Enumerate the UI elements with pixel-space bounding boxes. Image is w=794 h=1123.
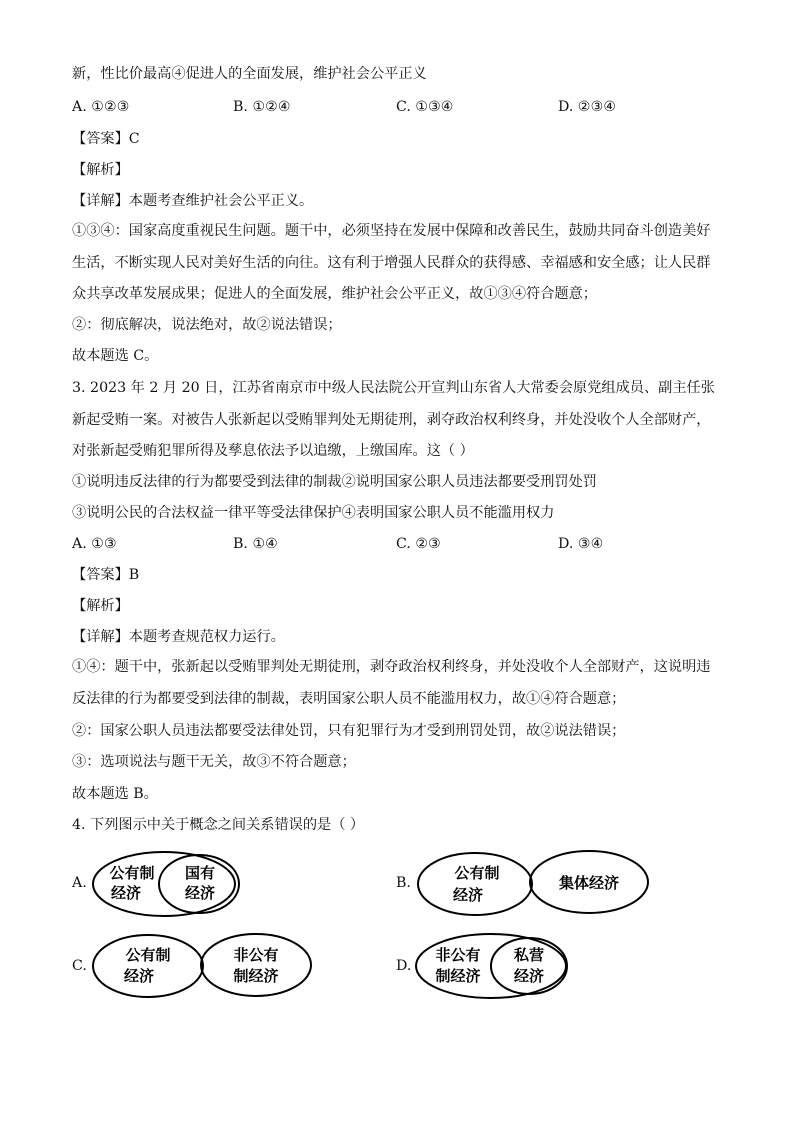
q2-answer: 【答案】C bbox=[72, 131, 140, 147]
q3-option-d: D. ③④ bbox=[558, 536, 604, 552]
inner-label-line2: 经济 bbox=[184, 884, 216, 902]
q4-option-a-diagram bbox=[88, 848, 248, 920]
outer-label-line1: 非公有 bbox=[435, 946, 481, 964]
outer-label-line1: 公有制 bbox=[109, 864, 155, 882]
q3-option-b: B. ①④ bbox=[233, 536, 278, 552]
left-ellipse bbox=[418, 853, 532, 915]
right-label-line1: 非公有 bbox=[233, 946, 279, 964]
q3-explanation-3: ③：选项说法与题干无关，故③不符合题意； bbox=[72, 754, 356, 770]
q3-statements-2: ③说明公民的合法权益一律平等受法律保护④表明国家公职人员不能滥用权力 bbox=[72, 505, 555, 521]
q4-option-a-label: A. bbox=[72, 875, 87, 891]
q2-conclusion: 故本题选 C。 bbox=[72, 348, 159, 364]
q2-detail: 【详解】本题考查维护社会公平正义。 bbox=[72, 193, 314, 209]
inner-label-line1: 私营 bbox=[513, 946, 545, 964]
inner-label-line2: 经济 bbox=[513, 967, 545, 985]
q4-stem: 4. 下列图示中关于概念之间关系错误的是（ ） bbox=[72, 817, 365, 833]
q4-option-c-diagram bbox=[88, 930, 316, 1002]
right-label-line2: 制经济 bbox=[233, 967, 279, 985]
q3-option-c: C. ②③ bbox=[396, 536, 441, 552]
q3-explanation-2: ②：国家公职人员违法都要受法律处罚，只有犯罪行为才受到刑罚处罚，故②说法错误； bbox=[72, 723, 626, 739]
q2-option-d: D. ②③④ bbox=[558, 99, 617, 115]
inner-label-line1: 国有 bbox=[184, 864, 216, 882]
q4-option-c-label: C. bbox=[72, 958, 87, 974]
q2-option-a: A. ①②③ bbox=[72, 99, 130, 115]
q3-explanation-1: ①④：题干中，张新起以受贿罪判处无期徒刑，剥夺政治权利终身，并处没收个人全部财产，这说明违反法律的行为都要受到法律的制裁，表明国家公职人员不能滥用权力，故①④符合题意； bbox=[72, 659, 711, 707]
left-label-line1: 公有制 bbox=[454, 864, 500, 882]
q4-option-b-label: B. bbox=[396, 875, 411, 891]
q2-option-b: B. ①②④ bbox=[233, 99, 291, 115]
left-label-line2: 经济 bbox=[452, 886, 484, 904]
q2-explanation-2: ②：彻底解决，说法绝对，故②说法错误； bbox=[72, 317, 342, 333]
right-label: 集体经济 bbox=[558, 874, 620, 892]
right-ellipse bbox=[201, 934, 311, 996]
outer-label-line2: 制经济 bbox=[435, 967, 481, 985]
q2-analysis-heading: 【解析】 bbox=[72, 162, 129, 178]
q3-analysis-heading: 【解析】 bbox=[72, 598, 129, 614]
q3-detail: 【详解】本题考查规范权力运行。 bbox=[72, 629, 285, 645]
left-ellipse bbox=[93, 935, 203, 997]
q3-answer: 【答案】B bbox=[72, 567, 140, 583]
left-label-line1: 公有制 bbox=[125, 946, 171, 964]
q3-stem: 3. 2023 年 2 月 20 日，江苏省南京市中级人民法院公开宣判山东省人大常委会原党组成员、副主任张新起受贿一案。对被告人张新起以受贿罪判处无期徒刑，剥夺政治权利终身，并处没收个人全部财产，对张新起受贿犯罪所得及孳息依法予以追缴，上缴国库。这（ ） bbox=[72, 380, 715, 459]
q4-option-b-diagram bbox=[412, 848, 657, 920]
q2-option-line-tail: 新，性比价最高④促进人的全面发展，维护社会公平正义 bbox=[72, 66, 427, 82]
q3-statements-1: ①说明违反法律的行为都要受到法律的制裁②说明国家公职人员违法都要受刑罚处罚 bbox=[72, 474, 597, 490]
q3-conclusion: 故本题选 B。 bbox=[72, 786, 158, 802]
q2-explanation-1: ①③④：国家高度重视民生问题。题干中，必须坚持在发展中保障和改善民生，鼓励共同奋斗创造美好生活，不断实现人民对美好生活的向往。这有利于增强人民群众的获得感、幸福感和安全感；让人民群众共享改革发展成果；促进人的全面发展，维护社会公平正义，故①③④符合题意； bbox=[72, 223, 711, 302]
q4-option-d-label: D. bbox=[396, 958, 412, 974]
outer-label-line2: 经济 bbox=[110, 884, 142, 902]
q2-option-c: C. ①③④ bbox=[396, 99, 454, 115]
q3-option-a: A. ①③ bbox=[72, 536, 117, 552]
q4-option-d-diagram bbox=[412, 930, 577, 1002]
left-label-line2: 经济 bbox=[123, 967, 155, 985]
